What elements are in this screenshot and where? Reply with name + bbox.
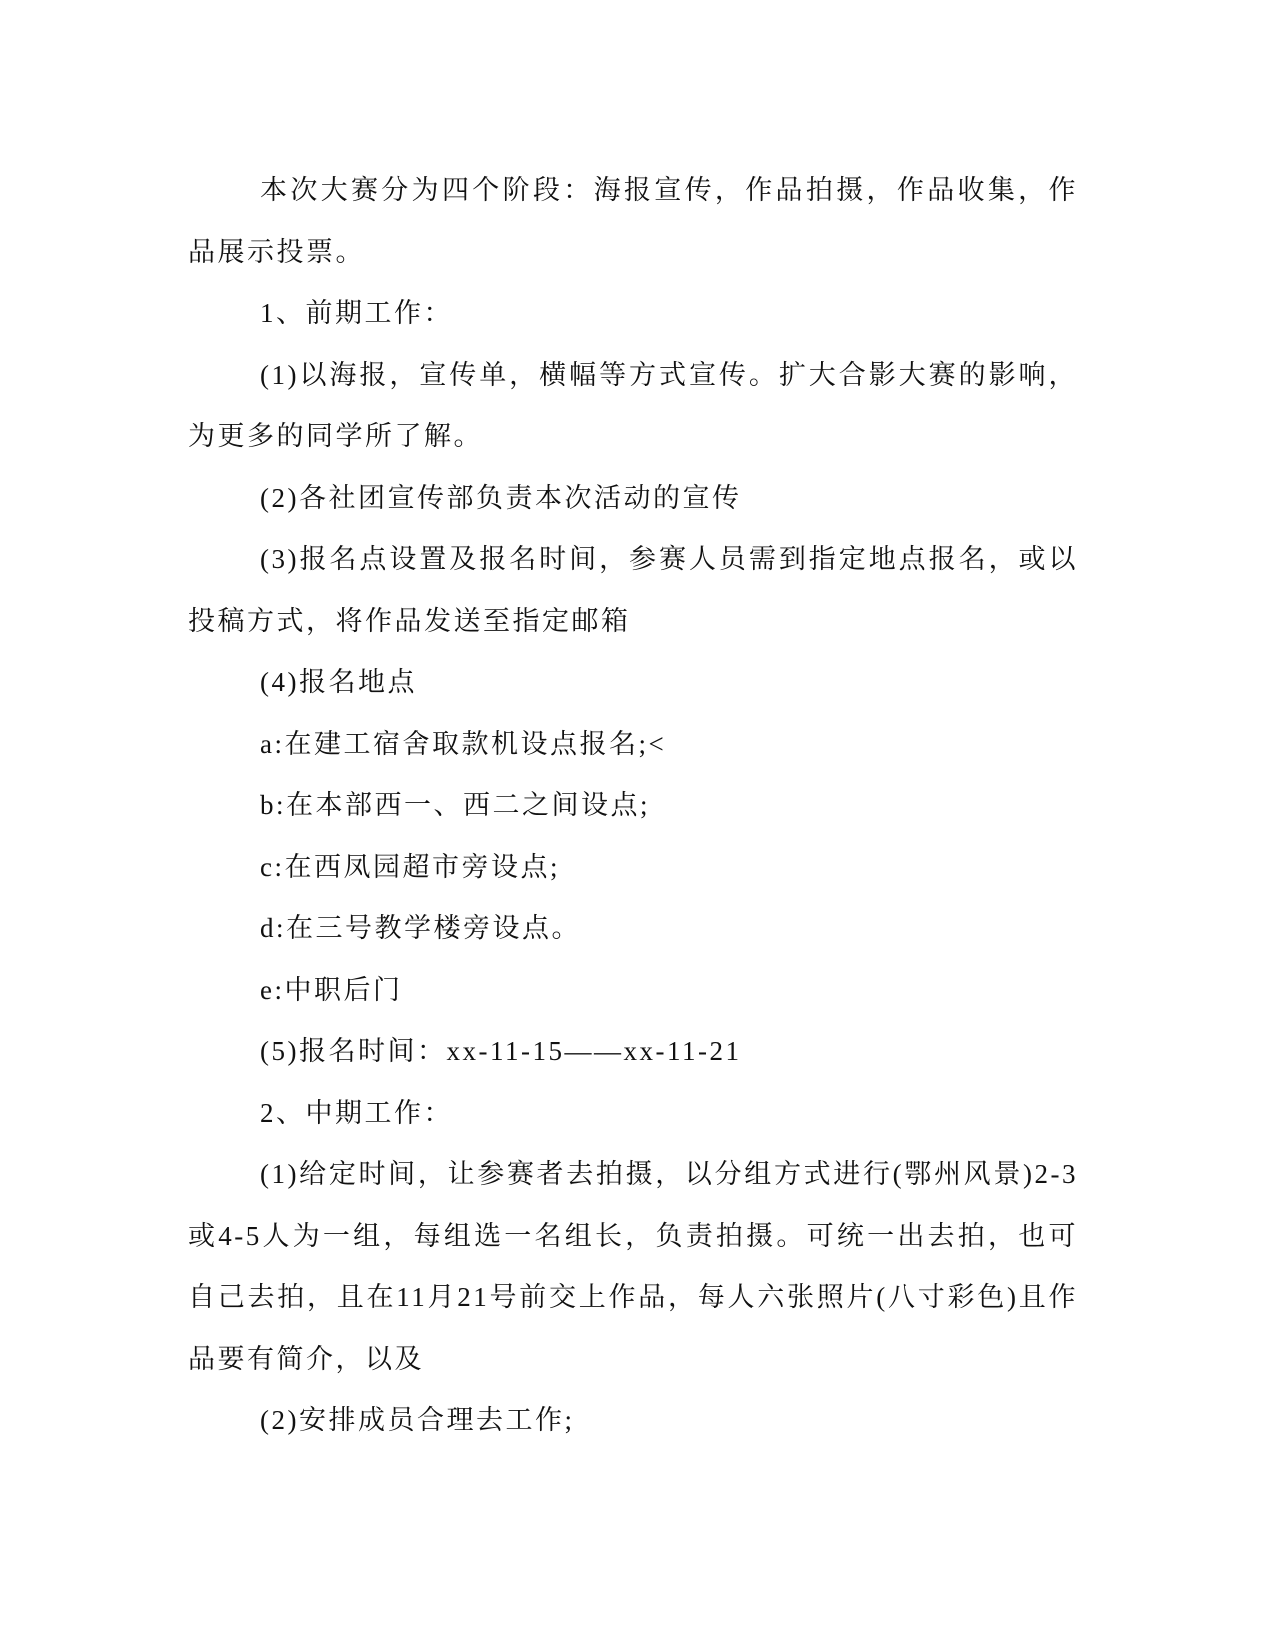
document-body xyxy=(188,160,1078,1452)
paragraph-shooting: (1)给定时间，让参赛者去拍摄，以分组方式进行(鄂州风景)2-3或4-5人为一组，每组选一名组长，负责拍摄。可统一出去拍，也可自己去拍，且在11月21号前交上作品，每人六张照片(八寸彩色)且作品要有简介，以及 xyxy=(188,1159,1078,1374)
list-item-location-c: c:在西凤园超市旁设点; xyxy=(260,851,560,882)
paragraph-registration-time: (5)报名时间：xx-11-15——xx-11-21 xyxy=(260,1036,742,1066)
paragraph-club-promotion: (2)各社团宣传部负责本次活动的宣传 xyxy=(260,482,742,513)
heading-early-work: 1、前期工作： xyxy=(260,298,453,328)
paragraph-promotion: (1)以海报，宣传单，横幅等方式宣传。扩大合影大赛的影响，为更多的同学所了解。 xyxy=(188,359,1078,451)
paragraph-arrange-members: (2)安排成员合理去工作; xyxy=(260,1405,575,1435)
list-item-location-a: a:在建工宿舍取款机设点报名;< xyxy=(260,728,667,759)
list-item-location-d: d:在三号教学楼旁设点。 xyxy=(260,913,582,943)
paragraph-intro: 本次大赛分为四个阶段：海报宣传，作品拍摄，作品收集，作品展示投票。 xyxy=(188,175,1078,267)
heading-registration-locations: (4)报名地点 xyxy=(260,667,417,697)
paragraph-registration-setup: (3)报名点设置及报名时间，参赛人员需到指定地点报名，或以投稿方式，将作品发送至指定邮箱 xyxy=(188,544,1078,636)
list-item-location-e: e:中职后门 xyxy=(260,974,403,1005)
list-item-location-b: b:在本部西一、西二之间设点; xyxy=(260,790,651,820)
heading-mid-work: 2、中期工作： xyxy=(260,1097,453,1128)
